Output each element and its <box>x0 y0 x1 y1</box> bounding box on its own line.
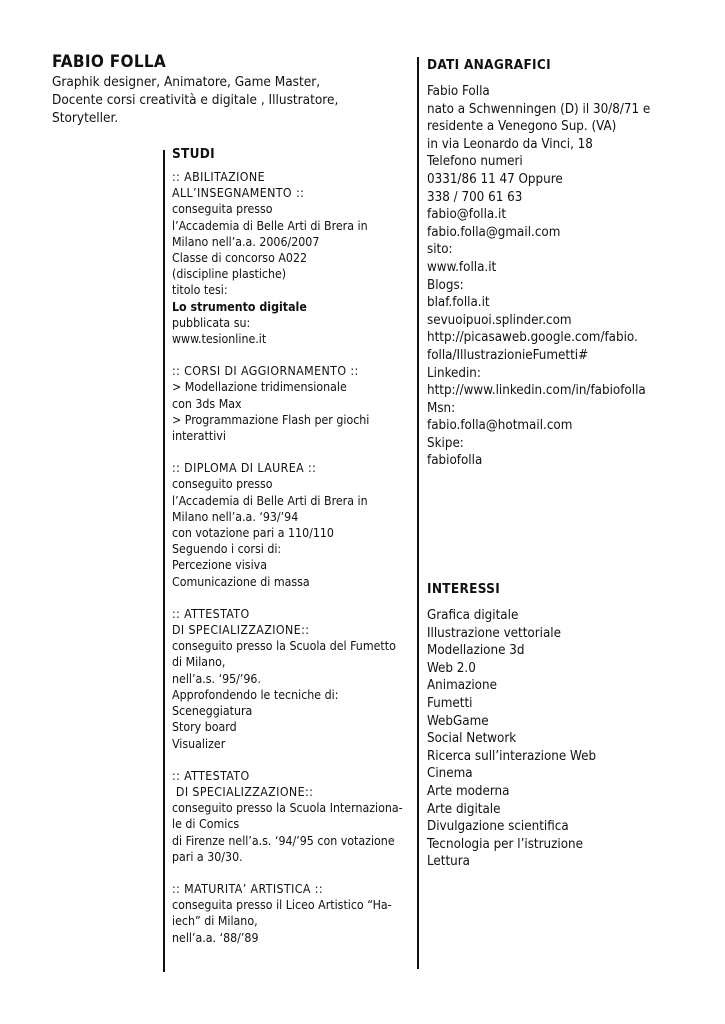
dati-anagrafici-line: Skipe: <box>427 435 464 451</box>
interessi-item: Arte digitale <box>427 801 501 817</box>
studi-entry-line: nell’a.s. ‘95/’96. <box>172 671 261 686</box>
studi-entry-line: (discipline plastiche) <box>172 267 287 282</box>
dati-anagrafici-line: sito: <box>427 242 453 258</box>
interessi-item: Arte moderna <box>427 783 510 799</box>
studi-title: STUDI <box>172 146 215 162</box>
interessi-item: Social Network <box>427 731 517 747</box>
profession-subtitle <box>52 73 382 127</box>
dati-anagrafici-line: Msn: <box>427 400 456 416</box>
studi-entry <box>172 460 412 590</box>
studi-section <box>172 146 412 962</box>
studi-entry <box>172 169 412 347</box>
dati-anagrafici-line: nato a Schwenningen (D) il 30/8/71 e <box>427 101 651 117</box>
studi-entry-line: Classe di concorso A022 <box>172 251 308 266</box>
studi-entry <box>172 768 412 865</box>
dati-anagrafici-line: http://picasaweb.google.com/fabio. <box>427 330 638 346</box>
studi-entry-line: Story board <box>172 720 237 735</box>
studi-entry-line: nell’a.a. ‘88/’89 <box>172 930 259 945</box>
studi-entry-line: pubblicata su: <box>172 315 251 330</box>
studi-entry-line: interattivi <box>172 429 226 444</box>
studi-entry-line: con 3ds Max <box>172 396 242 411</box>
dati-anagrafici-line: 0331/86 11 47 Oppure <box>427 171 563 187</box>
subtitle-line: Storyteller. <box>52 110 119 126</box>
studi-entry <box>172 606 412 752</box>
studi-entry-heading: :: ABILITAZIONE <box>172 170 265 184</box>
studi-entry-line: le di Comics <box>172 817 240 832</box>
person-name: FABIO FOLLA <box>52 52 167 72</box>
studi-entry-line: Visualizer <box>172 736 226 751</box>
studi-entry-heading: DI SPECIALIZZAZIONE:: <box>172 623 310 638</box>
dati-anagrafici-line: Telefono numeri <box>427 154 523 170</box>
dati-anagrafici-line: http://www.linkedin.com/in/fabiofolla <box>427 383 646 399</box>
dati-anagrafici-line: residente a Venegono Sup. (VA) <box>427 119 617 135</box>
dati-anagrafici-line: blaf.folla.it <box>427 295 490 311</box>
studi-entry-line: l’Accademia di Belle Arti di Brera in <box>172 493 368 508</box>
subtitle-line: Graphik designer, Animatore, Game Master, <box>52 74 321 90</box>
studi-entry-line: Milano nell’a.a. 2006/2007 <box>172 234 320 249</box>
subtitle-line: Docente corsi creatività e digitale , Illustratore, <box>52 92 339 108</box>
studi-entry-line: www.tesionline.it <box>172 332 267 347</box>
interessi-item: WebGame <box>427 713 489 729</box>
studi-entry-line: conseguito presso <box>172 477 273 492</box>
interessi-item: Web 2.0 <box>427 660 476 676</box>
studi-entry-line: Seguendo i corsi di: <box>172 542 282 557</box>
studi-list <box>172 169 412 946</box>
dati-anagrafici-line: Fabio Folla <box>427 84 490 99</box>
studi-entry-line: conseguita presso <box>172 202 273 217</box>
studi-entry <box>172 363 412 444</box>
interessi-item: Ricerca sull’interazione Web <box>427 748 597 764</box>
dati-anagrafici-line: fabiofolla <box>427 453 483 469</box>
studi-entry-line: conseguito presso la Scuola Internaziona- <box>172 801 403 816</box>
studi-entry-line: > Programmazione Flash per giochi <box>172 412 370 427</box>
interessi-list <box>427 607 707 871</box>
studi-entry-line: Sceneggiatura <box>172 704 253 719</box>
studi-entry-line: Approfondendo le tecniche di: <box>172 687 339 702</box>
studi-entry-line: con votazione pari a 110/110 <box>172 526 334 541</box>
dati-anagrafici-line: 338 / 700 61 63 <box>427 189 523 205</box>
dati-anagrafici-section <box>427 57 707 470</box>
studi-entry-line: Comunicazione di massa <box>172 574 310 589</box>
studi-entry-line: iech” di Milano, <box>172 914 258 929</box>
studi-entry-line: Percezione visiva <box>172 558 267 573</box>
dati-anagrafici-line: www.folla.it <box>427 259 497 275</box>
dati-anagrafici-line: fabio@folla.it <box>427 207 507 223</box>
thesis-title: Lo strumento digitale <box>172 299 307 314</box>
dati-anagrafici-list <box>427 83 707 470</box>
studi-entry-heading: DI SPECIALIZZAZIONE:: <box>172 784 314 799</box>
dati-anagrafici-line: fabio.folla@gmail.com <box>427 224 561 240</box>
studi-entry-heading: :: MATURITA’ ARTISTICA :: <box>172 881 323 896</box>
studi-entry-line: di Milano, <box>172 655 226 670</box>
dati-anagrafici-line: fabio.folla@hotmail.com <box>427 418 573 434</box>
studi-entry-line: conseguito presso la Scuola del Fumetto <box>172 639 396 654</box>
interessi-item: Modellazione 3d <box>427 643 525 659</box>
dati-anagrafici-title: DATI ANAGRAFICI <box>427 57 551 73</box>
interessi-title: INTERESSI <box>427 581 501 597</box>
dati-anagrafici-line: folla/IllustrazionieFumetti# <box>427 347 589 363</box>
studi-entry-line: > Modellazione tridimensionale <box>172 380 347 395</box>
left-column-divider <box>163 150 165 972</box>
dati-anagrafici-line: in via Leonardo da Vinci, 18 <box>427 136 593 152</box>
studi-entry-heading: :: ATTESTATO <box>172 768 250 783</box>
studi-entry-heading: ALL’INSEGNAMENTO :: <box>172 186 305 201</box>
studi-entry-heading: :: ATTESTATO <box>172 606 250 621</box>
interessi-section <box>427 581 707 871</box>
studi-entry-line: di Firenze nell’a.s. ‘94/’95 con votazione <box>172 833 395 848</box>
studi-entry-line: Milano nell’a.a. ‘93/’94 <box>172 509 299 524</box>
studi-entry-line: pari a 30/30. <box>172 849 243 864</box>
studi-entry-line: l’Accademia di Belle Arti di Brera in <box>172 218 368 233</box>
studi-entry-line: titolo tesi: <box>172 283 228 298</box>
studi-entry-line: conseguita presso il Liceo Artistico “Ha- <box>172 898 392 913</box>
dati-anagrafici-line: Blogs: <box>427 277 464 293</box>
studi-entry <box>172 881 412 946</box>
right-column-divider <box>417 57 419 969</box>
interessi-item: Illustrazione vettoriale <box>427 625 561 641</box>
dati-anagrafici-line: sevuoipuoi.splinder.com <box>427 312 572 328</box>
interessi-item: Cinema <box>427 766 473 782</box>
interessi-item: Animazione <box>427 678 497 694</box>
studi-entry-heading: :: DIPLOMA DI LAUREA :: <box>172 461 317 476</box>
interessi-item: Grafica digitale <box>427 608 519 623</box>
interessi-item: Fumetti <box>427 695 473 711</box>
studi-entry-heading: :: CORSI DI AGGIORNAMENTO :: <box>172 364 359 379</box>
interessi-item: Divulgazione scientifica <box>427 819 569 835</box>
interessi-item: Tecnologia per l’istruzione <box>427 836 583 852</box>
dati-anagrafici-line: Linkedin: <box>427 365 481 381</box>
interessi-item: Lettura <box>427 854 470 870</box>
